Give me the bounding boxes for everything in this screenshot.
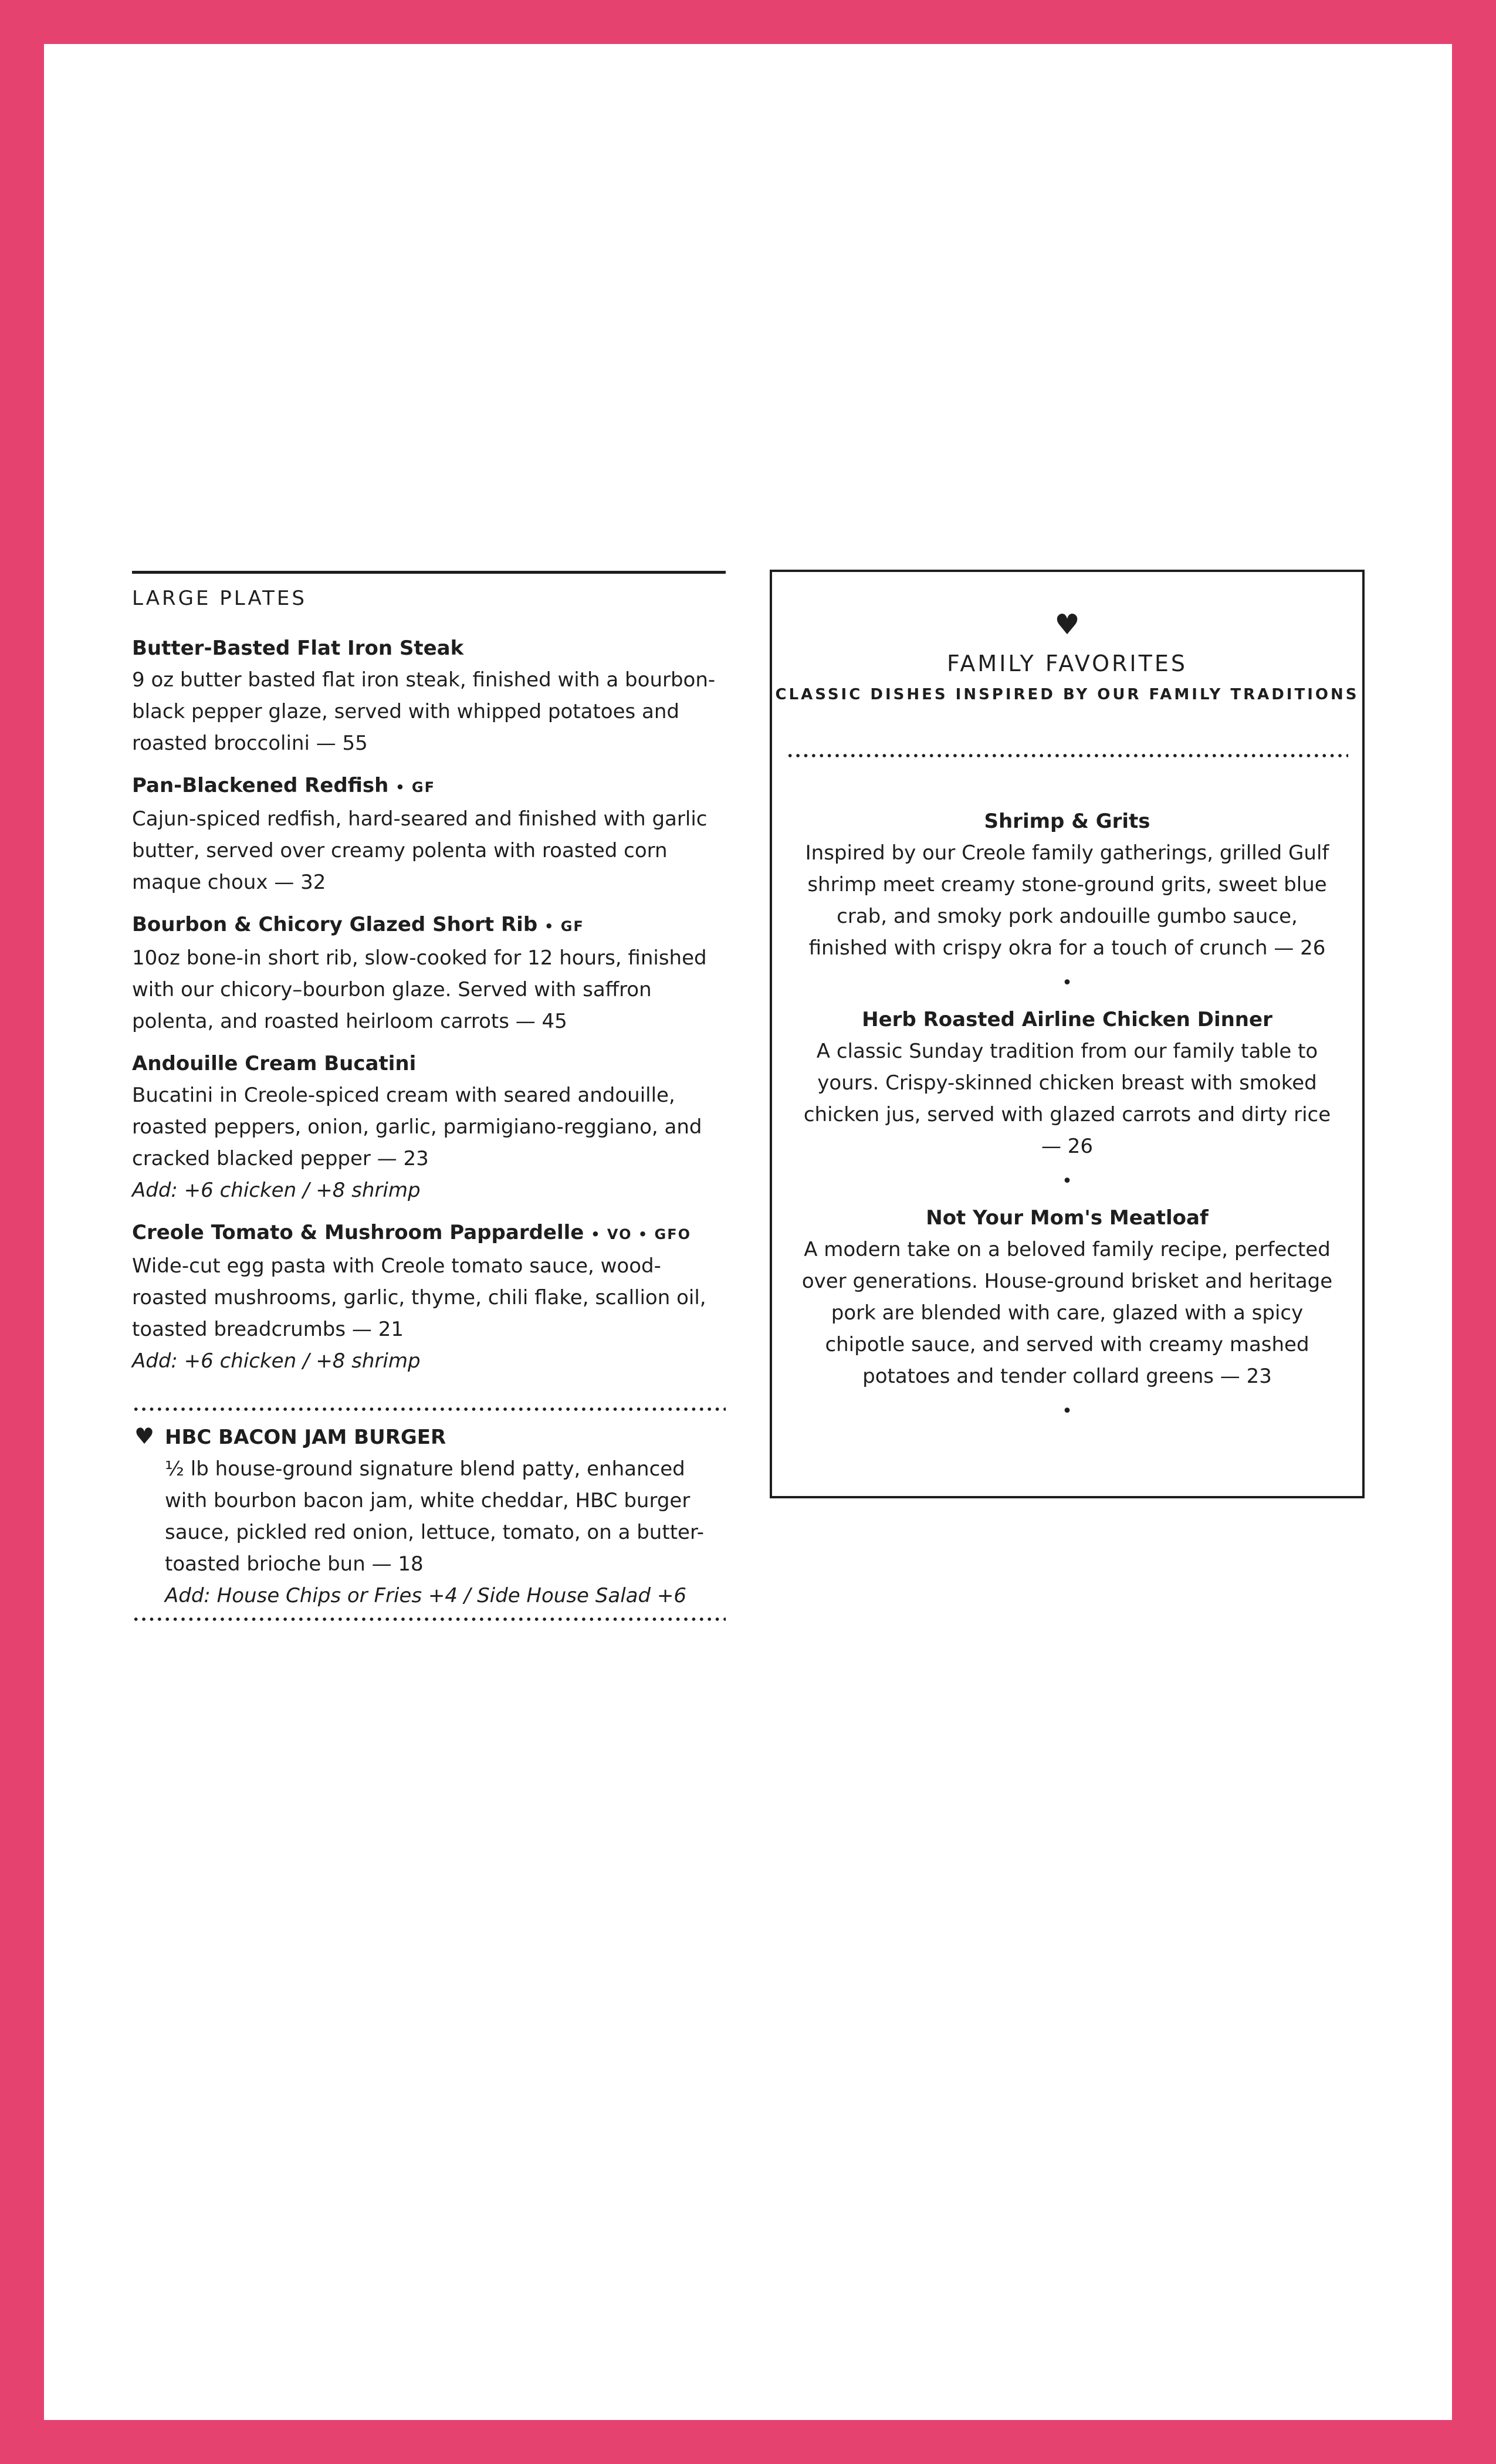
bullet-separator: • [1062,1401,1072,1421]
menu-item [772,805,1362,964]
bullet-separator: • [1062,1171,1072,1192]
heart-icon: ♥ [134,1423,155,1449]
dietary-tags: • GF [395,779,435,796]
dietary-tags: • GF [544,918,584,935]
family-favorites-box [770,570,1365,1498]
item-name: Butter-Basted Flat Iron Steak [132,637,464,660]
item-name: HBC BACON JAM BURGER [165,1426,446,1449]
item-description: Wide-cut egg pasta with Creole tomato sauce, wood-roasted mushrooms, garlic, thyme, chili flake, scallion oil, toasted breadcrumbs — 21 [132,1254,706,1341]
item-name: Creole Tomato & Mushroom Pappardelle [132,1221,584,1244]
menu-item [132,632,726,759]
section-top-rule [132,571,726,574]
item-name: Shrimp & Grits [984,810,1150,833]
item-description: A modern take on a beloved family recipe, perfected over generations. House-ground brisket and heritage pork are blended with care, glazed with a spicy chipotle sauce, and served with creamy mashed potatoes and tender collard greens — 23 [801,1238,1333,1388]
bullet-separator: • [1062,973,1072,993]
menu-item [132,1217,726,1377]
menu-item [132,909,726,1037]
large-plates-section [132,571,726,1621]
dotted-divider [132,1617,726,1621]
item-name: Herb Roasted Airline Chicken Dinner [862,1008,1272,1031]
burger-feature [132,1407,726,1621]
dotted-divider [786,754,1348,757]
item-description: A classic Sunday tradition from our family table to yours. Crispy-skinned chicken breast with smoked chicken jus, served with glazed carrots and dirty rice — 26 [803,1040,1331,1158]
item-description: ½ lb house-ground signature blend patty, enhanced with bourbon bacon jam, white cheddar, HBC burger sauce, pickled red onion, lettuce, tomato, on a butter-toasted brioche bun — 18 [165,1457,705,1576]
item-addons: Add: House Chips or Fries +4 / Side House Salad +6 [165,1584,686,1607]
item-name: Pan-Blackened Redfish [132,774,389,797]
item-description: 10oz bone-in short rib, slow-cooked for 12 hours, finished with our chicory–bourbon glaze. Served with saffron polenta, and roasted heirloom carrots — 45 [132,946,707,1033]
menu-item [132,770,726,898]
item-addons: Add: +6 chicken / +8 shrimp [132,1349,421,1373]
section-subtitle: CLASSIC DISHES INSPIRED BY OUR FAMILY TRADITIONS [775,686,1359,703]
dietary-tags: • VO • GFO [591,1226,692,1243]
menu-page [44,44,1452,2420]
item-description: Inspired by our Creole family gatherings, grilled Gulf shrimp meet creamy stone-ground grits, sweet blue crab, and smoky pork andouille gumbo sauce, finished with crispy okra for a touch of crunch — 26 [805,841,1329,960]
heart-icon: ♥ [1054,608,1080,641]
menu-item [772,1202,1362,1392]
menu-item [132,1048,726,1206]
item-name: Andouille Cream Bucatini [132,1052,417,1075]
menu-item [772,1004,1362,1162]
section-title: FAMILY FAVORITES [947,651,1187,676]
item-name: Bourbon & Chicory Glazed Short Rib [132,913,538,936]
section-title: LARGE PLATES [132,587,307,610]
item-description: Bucatini in Creole-spiced cream with seared andouille, roasted peppers, onion, garlic, parmigiano-reggiano, and cracked blacked pepper — 23 [132,1084,702,1170]
item-description: 9 oz butter basted flat iron steak, finished with a bourbon-black pepper glaze, served with whipped potatoes and roasted broccolini — 55 [132,668,716,755]
item-addons: Add: +6 chicken / +8 shrimp [132,1179,421,1202]
item-name: Not Your Mom's Meatloaf [926,1206,1209,1230]
item-description: Cajun-spiced redfish, hard-seared and finished with garlic butter, served over creamy polenta with roasted corn maque choux — 32 [132,807,708,894]
